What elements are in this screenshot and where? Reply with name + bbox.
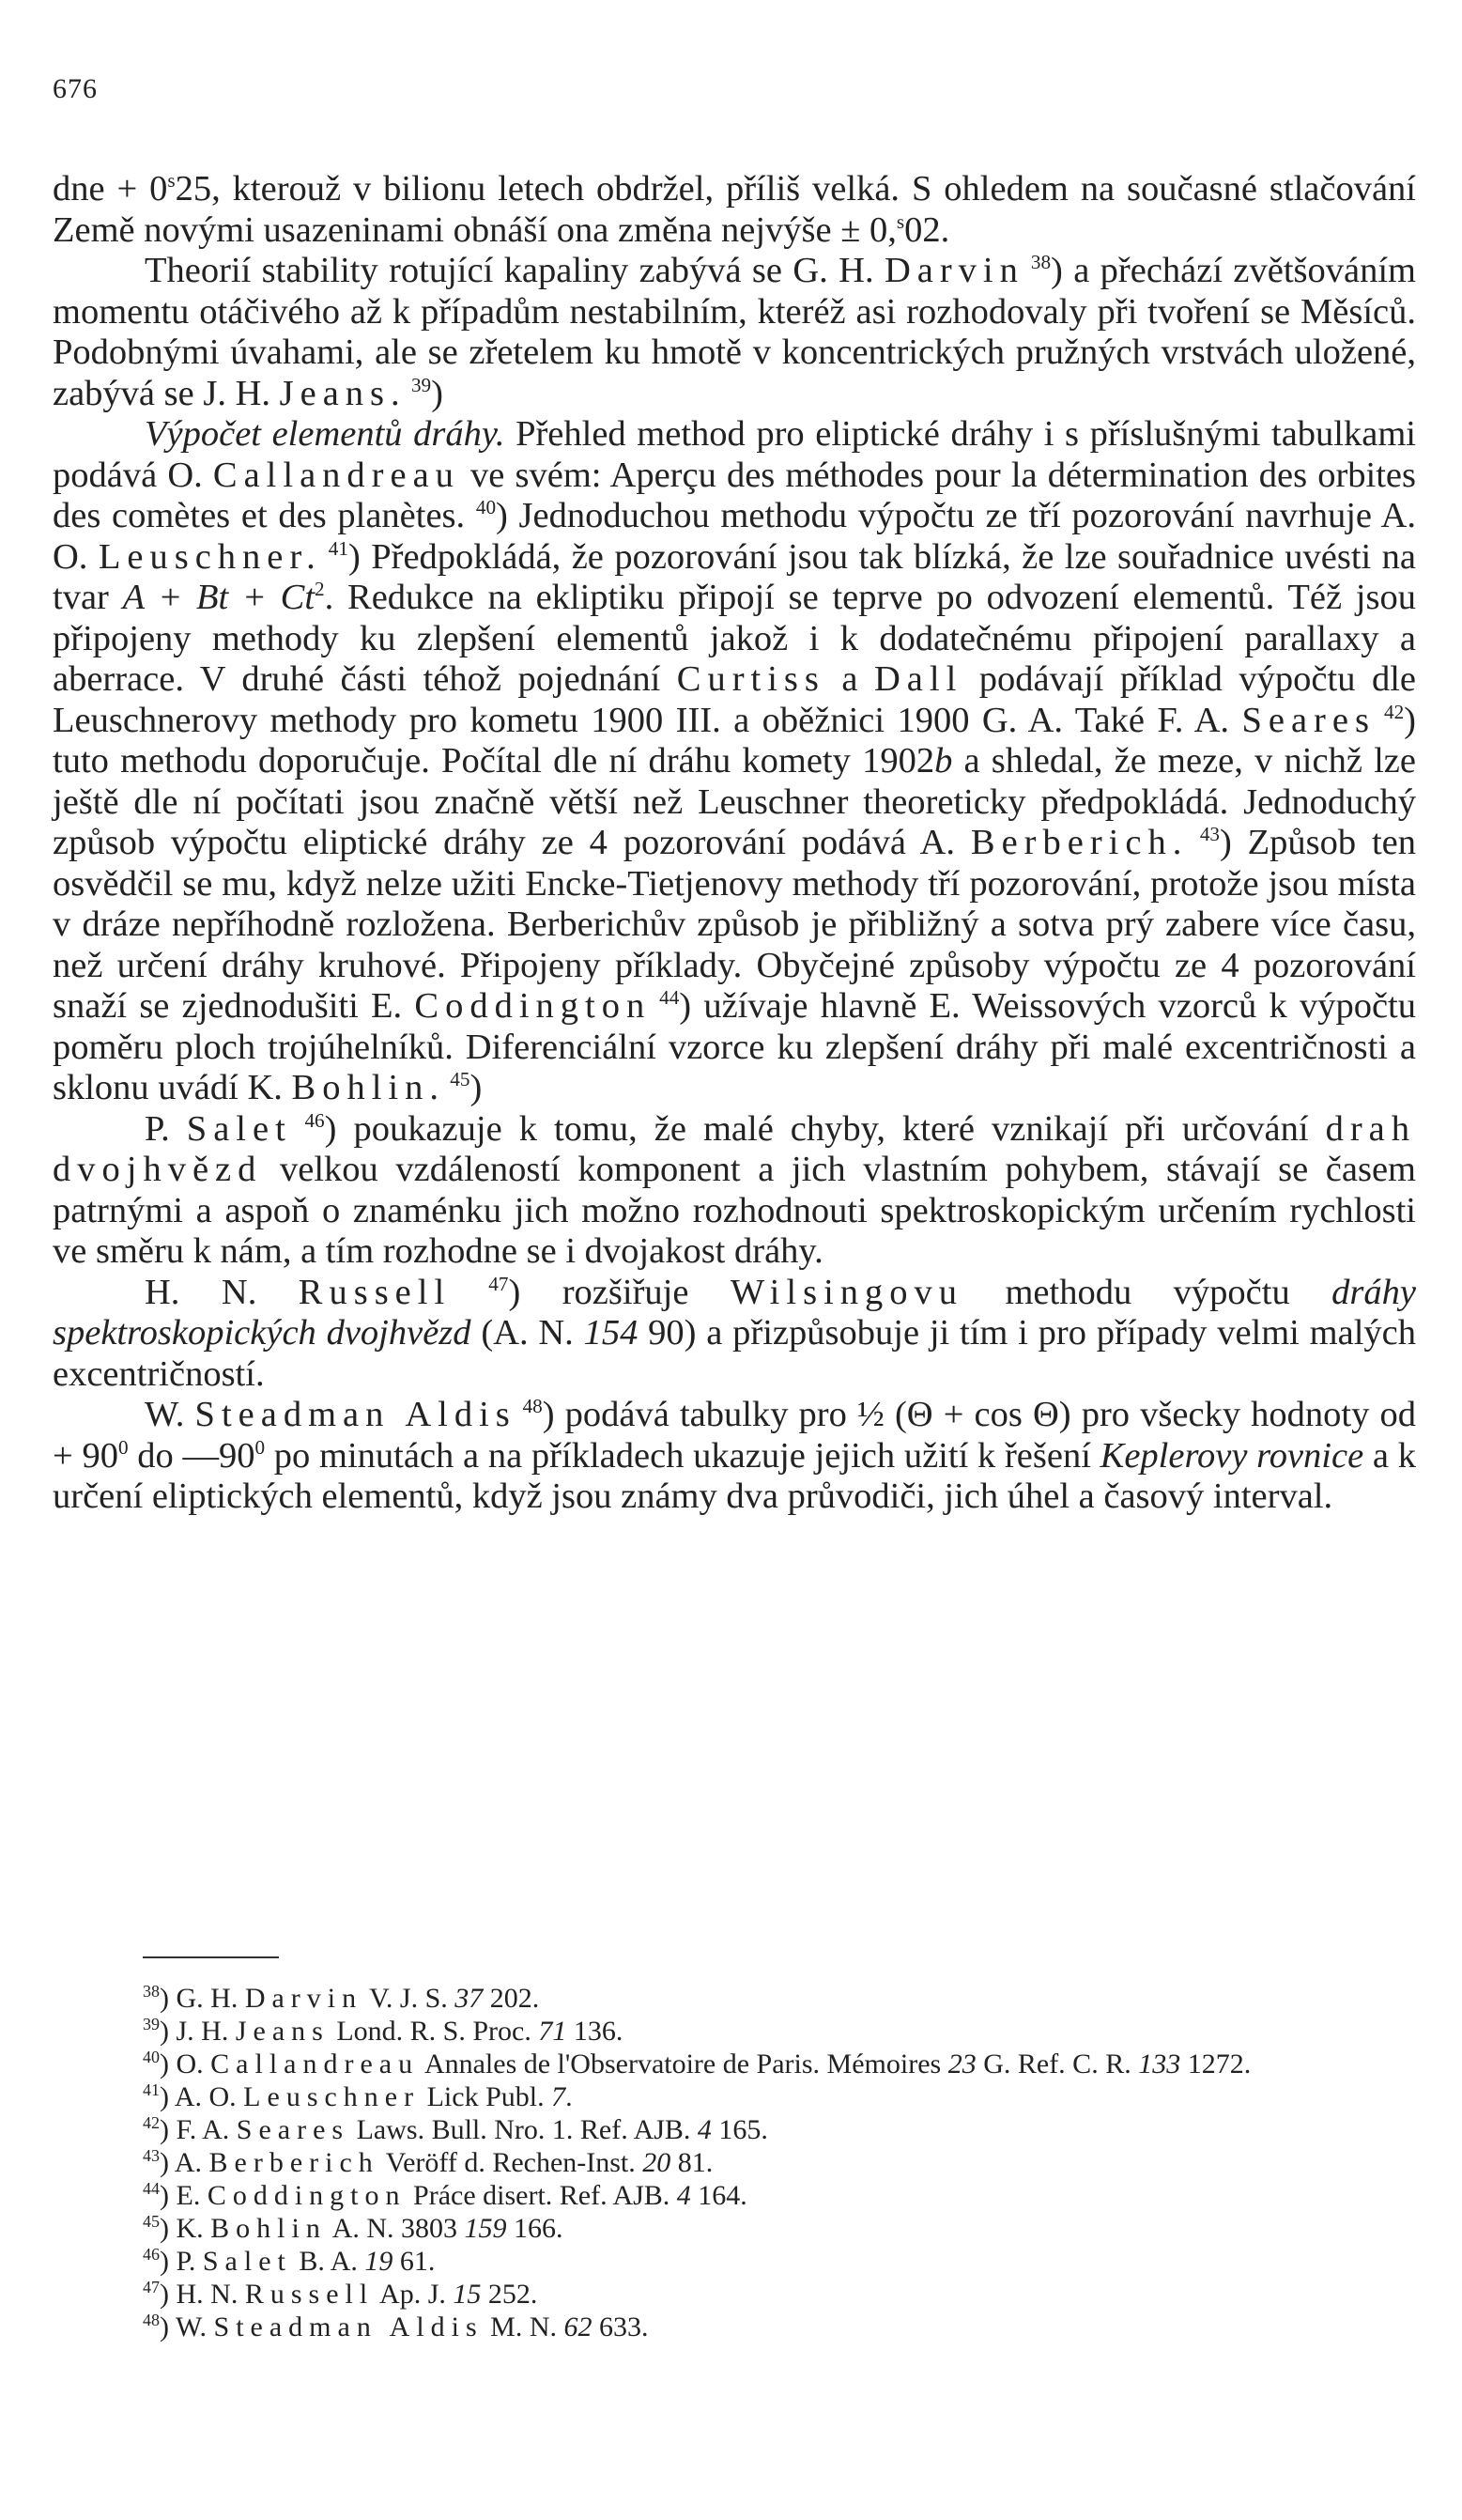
text-run: P. xyxy=(145,1108,187,1149)
text-run: V. J. S. xyxy=(362,1983,455,2014)
text-run: ) E. xyxy=(160,2180,208,2211)
italic-text: b xyxy=(934,741,953,781)
footnote-number: 44 xyxy=(143,2179,160,2198)
footnote-f42 xyxy=(53,2113,1416,2146)
superscript: 0 xyxy=(254,1435,266,1459)
italic-text: 37 xyxy=(454,1983,484,2014)
footnote-number: 48 xyxy=(143,2311,160,2329)
text-run: 1272. xyxy=(1180,2048,1252,2079)
spaced-name: Berberich xyxy=(208,2147,379,2178)
footnote-f39 xyxy=(53,2015,1416,2048)
spaced-name: Bohlin xyxy=(210,2213,327,2244)
footnotes xyxy=(53,1982,1416,2343)
text-run: Práce disert. Ref. AJB. xyxy=(406,2180,677,2211)
footnote-number: 42 xyxy=(143,2113,160,2132)
paragraph-p0 xyxy=(53,169,1416,251)
italic-text: 133 xyxy=(1138,2048,1181,2079)
footnote-f46 xyxy=(53,2245,1416,2278)
text-run: ) O. xyxy=(160,2048,211,2079)
text-run: ) G. H. xyxy=(160,1983,245,2014)
text-run: . xyxy=(565,2081,573,2112)
superscript: 48 xyxy=(516,1395,543,1418)
italic-text: 19 xyxy=(364,2246,393,2277)
paragraph-p4 xyxy=(53,1273,1416,1396)
italic-text: 4 xyxy=(697,2114,712,2145)
text-run: Lick Publ. xyxy=(420,2081,552,2112)
text-run: W. xyxy=(145,1395,195,1434)
text-run: methodu výpočtu xyxy=(963,1272,1332,1312)
text-run: ) poukazuje k tomu, že malé chyby, které vznikají při určování xyxy=(324,1108,1326,1149)
text-run: ) Jednoduchou methodu výpočtu ze tří pozorování navrhuje A. O. xyxy=(53,496,1416,577)
superscript: s xyxy=(167,169,176,193)
text-run: ) A. xyxy=(160,2147,209,2178)
text-run: dne + 0 xyxy=(53,169,168,209)
spaced-name: Berberich. xyxy=(970,823,1189,862)
italic-text: 159 xyxy=(464,2213,507,2244)
text-run: 164. xyxy=(690,2180,747,2211)
spaced-name: Leuschner xyxy=(243,2081,421,2112)
text-run: ) A. O. xyxy=(160,2081,244,2112)
spaced-name: Coddington xyxy=(207,2180,407,2211)
italic-text: Keplerovy rovnice xyxy=(1100,1435,1364,1476)
spaced-name: Dall xyxy=(873,659,963,699)
text-run: 02. xyxy=(904,209,950,250)
italic-text: 71 xyxy=(538,2016,567,2047)
footnote-number: 47 xyxy=(143,2278,160,2296)
superscript: 39 xyxy=(406,373,432,396)
text-run: ve svém: Aperçu des méthodes pour la détermination des orbites des comètes et des planètes. xyxy=(53,455,1416,535)
text-run: ) K. xyxy=(160,2213,211,2244)
main-text xyxy=(53,169,1416,1518)
superscript: 47 xyxy=(451,1272,509,1295)
text-run: do —90 xyxy=(128,1435,255,1476)
text-run: a shledal, že meze, v nichž lze ještě dle ní počítati jsou značně větší než Leuschner theoreticky předpokládá. Jednoduchý způsob výpočtu eliptické dráhy ze 4 pozorování podává A. xyxy=(53,741,1416,862)
text-run: 25, kterouž v bilionu letech obdržel, příliš velká. S ohledem na současné stlačování Země novými usazeninami obnáší ona změna nejvýše ± 0, xyxy=(53,169,1416,250)
italic-text: 4 xyxy=(676,2180,691,2211)
superscript: 44 xyxy=(651,986,680,1010)
footnote-f41 xyxy=(53,2080,1416,2113)
spaced-name: Russell xyxy=(244,2279,375,2310)
spaced-name: Seares xyxy=(236,2114,350,2145)
superscript: 40 xyxy=(475,496,497,519)
spaced-name: Steadman Aldis xyxy=(194,1395,516,1434)
text-run: Přehled method pro eliptické dráhy i s příslušnými tabulkami podává O. xyxy=(53,414,1416,495)
superscript: 43 xyxy=(1188,823,1220,846)
italic-text: 62 xyxy=(563,2311,592,2342)
superscript: 38 xyxy=(1023,251,1052,274)
spaced-name: Curtiss xyxy=(676,659,825,699)
text-run: (A. N. xyxy=(470,1313,584,1353)
spaced-name: Salet xyxy=(186,1108,292,1149)
text-run: 202. xyxy=(483,1983,540,2014)
text-run: Veröff d. Rechen-Inst. xyxy=(378,2147,643,2178)
text-run: podávají příklad výpočtu dle Leuschnerovy methody pro kometu 1900 III. a oběžnici 1900 G. A. Také F. A. xyxy=(53,659,1416,740)
footnote-f43 xyxy=(53,2146,1416,2179)
footnote-f47 xyxy=(53,2278,1416,2311)
text-run: 81. xyxy=(670,2147,714,2178)
text-run: 166. xyxy=(506,2213,563,2244)
text-run: . Redukce na ekliptiku připojí se teprve po odvození elementů. Též jsou připojeny methody ku zlepšení elementů jakož i k dodatečnému připojení parallaxy a aberrace. V druhé části téhož pojednání xyxy=(53,578,1416,699)
text-run: M. N. xyxy=(483,2311,564,2342)
text-run: ) rozšiřuje xyxy=(508,1272,731,1312)
text-run: a k určení eliptických elementů, když jsou známy dva průvodiči, jich úhel a časový interval. xyxy=(53,1435,1416,1516)
footnote-f44 xyxy=(53,2179,1416,2212)
text-run: ) H. N. xyxy=(160,2279,245,2310)
text-run: a xyxy=(824,659,874,699)
text-run: ) tuto methodu doporučuje. Počítal dle ní dráhu komety 1902 xyxy=(53,700,1416,781)
superscript: s xyxy=(896,209,905,233)
text-run: ) Způsob ten osvědčil se mu, když nelze užiti Encke-Tietjenovy methody tří pozorování, protože jsou místa v dráze nepříhodně rozložena. Berberichův způsob je přibližný a sotva prý zabere více času, než určení dráhy kruhové. Připojeny příklady. Obyčejné způsoby výpočtu ze 4 pozorování snaží se zjednodušiti E. xyxy=(53,823,1417,1026)
spaced-name: Coddington xyxy=(414,986,652,1026)
italic-text: A + Bt + Ct xyxy=(122,578,315,617)
spaced-name: Wilsingovu xyxy=(730,1272,964,1312)
text-run: 633. xyxy=(592,2311,649,2342)
text-run: ) užívaje hlavně E. Weissových vzorců k výpočtu poměru ploch trojúhelníků. Diferenciální vzorce ku zlepšení dráhy při malé excentričnosti a sklonu uvádí K. xyxy=(53,986,1416,1107)
text-run: Lond. R. S. Proc. xyxy=(329,2016,539,2047)
italic-text: 7 xyxy=(551,2081,566,2112)
spaced-name: Jeans. xyxy=(279,373,407,413)
text-run: H. N. xyxy=(145,1272,299,1312)
paragraph-p2 xyxy=(53,414,1416,1109)
footnote-f38 xyxy=(53,1982,1416,2015)
text-run: ) P. xyxy=(160,2246,203,2277)
paragraph-p3 xyxy=(53,1109,1416,1273)
superscript: 46 xyxy=(291,1108,325,1132)
paragraph-p5 xyxy=(53,1395,1416,1518)
spaced-name: Russell xyxy=(298,1272,452,1312)
text-run: ) J. H. xyxy=(160,2016,236,2047)
text-run: B. A. xyxy=(291,2246,365,2277)
spaced-name: Bohlin. xyxy=(291,1068,445,1107)
spaced-name: Callandreau xyxy=(210,2048,420,2079)
footnote-divider xyxy=(143,1956,279,1958)
superscript: 42 xyxy=(1375,700,1405,723)
text-run: 165. xyxy=(711,2114,768,2145)
text-run: ) F. A. xyxy=(160,2114,237,2145)
text-run: ) xyxy=(469,1068,483,1107)
spaced-name: Callandreau xyxy=(212,455,460,495)
text-run: 90) a přizpůsobuje ji tím i pro případy velmi malých excentričností. xyxy=(53,1313,1416,1394)
text-run: G. Ref. C. R. xyxy=(976,2048,1139,2079)
text-run: 61. xyxy=(392,2246,436,2277)
footnote-number: 45 xyxy=(143,2212,160,2231)
spaced-name: drah dvojhvězd xyxy=(53,1108,1416,1189)
text-run: ) podává tabulky pro ½ (Θ + cos Θ) pro všecky hodnoty od + 90 xyxy=(53,1395,1416,1476)
spaced-name: Darvin xyxy=(244,1983,363,2014)
footnote-f45 xyxy=(53,2212,1416,2245)
text-run: Laws. Bull. Nro. 1. Ref. AJB. xyxy=(349,2114,698,2145)
spaced-name: Darvin xyxy=(884,251,1024,290)
footnote-number: 41 xyxy=(143,2080,160,2099)
footnote-number: 40 xyxy=(143,2048,160,2066)
italic-text: dráhy spektroskopických dvojhvězd xyxy=(53,1272,1416,1353)
italic-text: Výpočet elementů dráhy. xyxy=(145,414,505,454)
footnote-number: 39 xyxy=(143,2015,160,2033)
spaced-name: Jeans xyxy=(235,2016,330,2047)
text-run: po minutách a na příkladech ukazuje jejich užití k řešení xyxy=(265,1435,1100,1476)
footnote-f48 xyxy=(53,2311,1416,2343)
footnote-number: 38 xyxy=(143,1982,160,2001)
italic-text: 23 xyxy=(947,2048,977,2079)
text-run: 252. xyxy=(481,2279,538,2310)
superscript: 0 xyxy=(117,1435,129,1459)
spaced-name: Salet xyxy=(202,2246,292,2277)
page-number: 676 xyxy=(53,73,98,104)
spaced-name: Leuschner. xyxy=(98,536,322,577)
italic-text: 20 xyxy=(642,2147,671,2178)
superscript: 45 xyxy=(444,1068,470,1091)
superscript: 41 xyxy=(321,536,348,560)
italic-text: 154 xyxy=(583,1313,639,1353)
text-run: Ap. J. xyxy=(374,2279,454,2310)
italic-text: 15 xyxy=(453,2279,482,2310)
text-run: ) Předpokládá, že pozorování jsou tak blízká, že lze souřadnice uvésti na tvar xyxy=(53,536,1416,617)
footnote-f40 xyxy=(53,2048,1416,2080)
text-run: ) xyxy=(431,373,443,413)
text-run: A. N. 3803 xyxy=(326,2213,465,2244)
text-run: ) a přechází zvětšováním momentu otáčivého až k případům nestabilním, kteréž asi rozhodovaly při tvoření se Měsíců. Podobnými úvahami, ale se zřetelem ku hmotě v koncentrických pružných vrstvách uložené, zabývá se J. H. xyxy=(53,251,1416,413)
footnote-number: 46 xyxy=(143,2245,160,2264)
text-run: ) W. xyxy=(160,2311,214,2342)
paragraph-p1 xyxy=(53,251,1416,414)
text-run: velkou vzdáleností komponent a jich vlastním pohybem, stávají se časem patrnými a aspoň o znaménku jich možno rozhodnouti spektroskopickým určením rychlosti ve směru k nám, a tím rozhodne se i dvojakost dráhy. xyxy=(53,1150,1416,1271)
text-run: Annales de l'Observatoire de Paris. Mémoires xyxy=(419,2048,948,2079)
footnote-number: 43 xyxy=(143,2146,160,2165)
spaced-name: Seares xyxy=(1241,700,1376,740)
spaced-name: Steadman Aldis xyxy=(213,2311,484,2342)
text-run: Theorií stability rotující kapaliny zabývá se G. H. xyxy=(145,251,885,290)
text-run: 136. xyxy=(566,2016,623,2047)
superscript: 2 xyxy=(315,578,325,601)
